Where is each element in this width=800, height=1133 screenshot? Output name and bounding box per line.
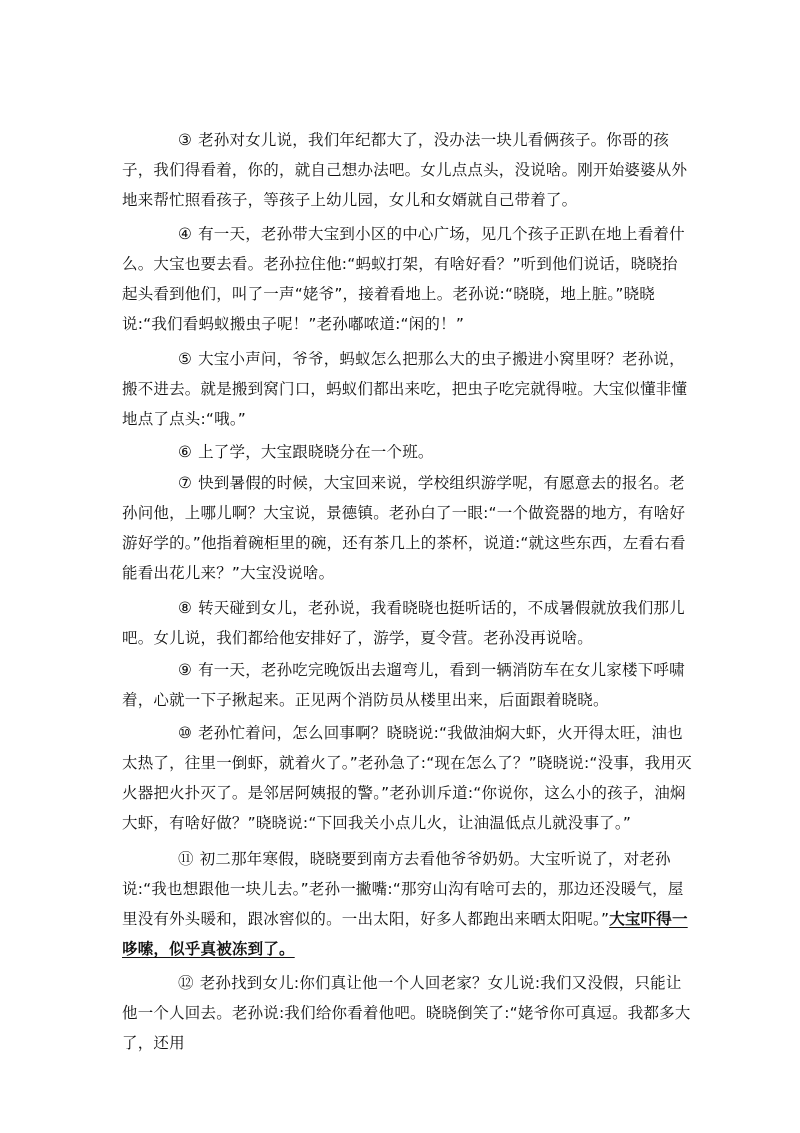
paragraph-text: 有一天，老孙带大宝到小区的中心广场，见几个孩子正趴在地上看着什么。大宝也要去看。老孙拉住他:“蚂蚁打架，有啥好看？”听到他们说话，晓晓抬起头看到他们，叫了一声“姥爷”，接着看地上。老孙说:“晓晓，地上脏。”晓晓说:“我们看蚂蚁搬虫子呢！”老孙嘟哝道:“闲的！” <box>122 225 685 333</box>
paragraph-12 <box>122 968 692 1058</box>
paragraph-number: ⑨ <box>178 661 193 679</box>
paragraph-11 <box>122 844 692 964</box>
paragraph-number: ⑪ <box>178 850 194 868</box>
paragraph-text: 上了学，大宝跟晓晓分在一个班。 <box>198 443 434 461</box>
paragraph-6 <box>122 437 692 467</box>
paragraph-3 <box>122 125 692 215</box>
paragraph-text: 老孙忙着问，怎么回事啊？晓晓说:“我做油焖大虾，火开得太旺，油也太热了，往里一倒虾，就着火了。”老孙急了:“现在怎么了？”晓晓说:“没事，我用灭火器把火扑灭了。是邻居阿姨报的警。”老孙训斥道:“你说你，这么小的孩子，油焖大虾，有啥好做？”晓晓说:“下回我关小点儿火，让油温低点儿就没事了。” <box>122 724 692 832</box>
paragraph-text: 初二那年寒假，晓晓要到南方去看他爷爷奶奶。大宝听说了，对老孙说:“我也想跟他一块儿去。”老孙一撇嘴:“那穷山沟有啥可去的，那边还没暖气，屋里没有外头暖和，跟冰窖似的。一出太阳，好多人都跑出来晒太阳呢。” <box>122 850 684 928</box>
paragraph-9 <box>122 655 692 715</box>
paragraph-number: ⑦ <box>178 474 193 492</box>
paragraph-number: ⑩ <box>178 724 193 742</box>
paragraph-text: 快到暑假的时候，大宝回来说，学校组织游学呢，有愿意去的报名。老孙问他，上哪儿啊？大宝说，景德镇。老孙白了一眼:“一个做瓷器的地方，有啥好游好学的。”他指着碗柜里的碗，还有茶几上的茶杯，说道:“就这些东西，左看右看能看出花儿来？”大宝没说啥。 <box>122 474 686 582</box>
paragraph-number: ④ <box>178 225 193 243</box>
paragraph-text: 老孙对女儿说，我们年纪都大了，没办法一块儿看俩孩子。你哥的孩子，我们得看着，你的，就自己想办法吧。女儿点点头，没说啥。刚开始婆婆从外地来帮忙照看孩子，等孩子上幼儿园，女儿和女婿就自己带着了。 <box>122 131 688 209</box>
paragraph-number: ③ <box>178 131 193 149</box>
paragraph-number: ⑤ <box>178 350 193 368</box>
paragraph-text: 有一天，老孙吃完晚饭出去遛弯儿，看到一辆消防车在女儿家楼下呼啸着，心就一下子揪起来。正见两个消防员从楼里出来，后面跟着晓晓。 <box>122 661 685 709</box>
paragraph-5 <box>122 344 692 434</box>
paragraph-8 <box>122 593 692 653</box>
paragraph-4 <box>122 219 692 339</box>
paragraph-number: ⑫ <box>178 974 194 992</box>
paragraph-number: ⑧ <box>178 599 193 617</box>
paragraph-10 <box>122 718 692 838</box>
paragraph-7 <box>122 468 692 588</box>
paragraph-text: 转天碰到女儿，老孙说，我看晓晓也挺听话的，不成暑假就放我们那儿吧。女儿说，我们都给他安排好了，游学，夏令营。老孙没再说啥。 <box>122 599 685 647</box>
paragraph-number: ⑥ <box>178 443 193 461</box>
paragraph-text: 老孙找到女儿:你们真让他一个人回老家？女儿说:我们又没假，只能让他一个人回去。老孙说:我们给你看着他吧。晓晓倒笑了:“姥爷你可真逗。我都多大了，还用 <box>122 974 691 1052</box>
paragraph-text: 大宝小声问，爷爷，蚂蚁怎么把那么大的虫子搬进小窝里呀？老孙说，搬不进去。就是搬到窝门口，蚂蚁们都出来吃，把虫子吃完就得啦。大宝似懂非懂地点了点头:“哦。” <box>122 350 688 428</box>
emphasized-sentence: 大宝吓得一哆嗦，似乎真被冻到了。 <box>122 910 688 958</box>
